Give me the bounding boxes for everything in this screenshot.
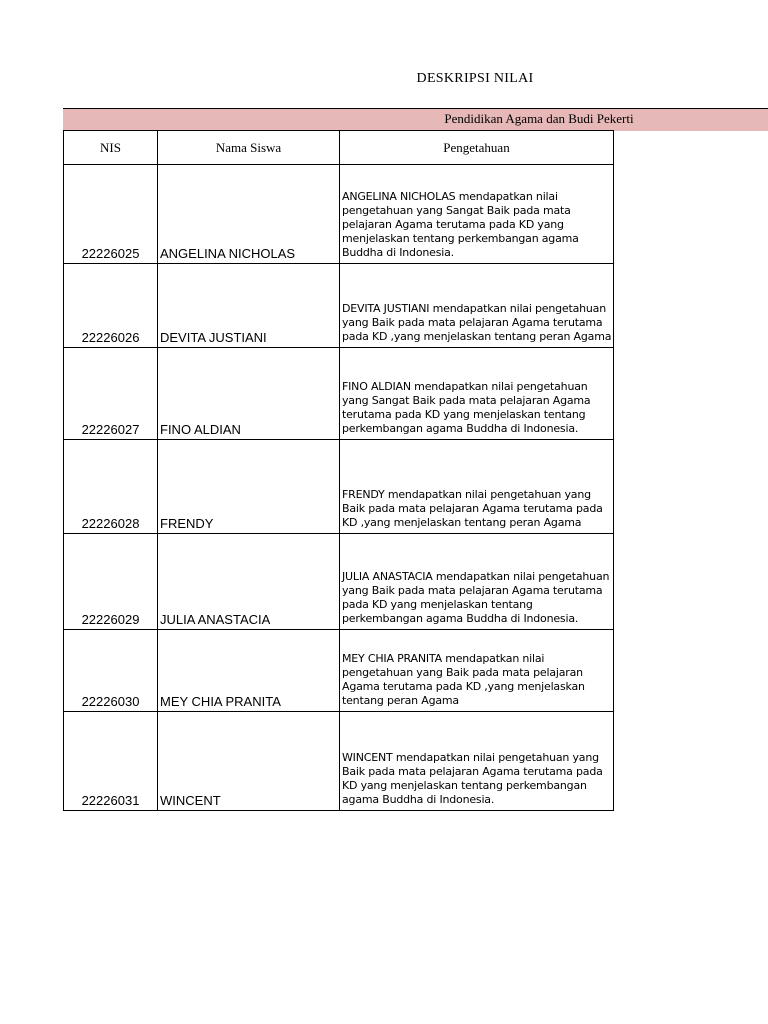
knowledge-description: ANGELINA NICHOLAS mendapatkan nilai pengetahuan yang Sangat Baik pada mata pelajaran Agama terutama pada KD yang menjelaskan tentang perkembangan agama Buddha di Indonesia. — [340, 165, 614, 264]
subject-header-band — [63, 108, 768, 131]
knowledge-description: JULIA ANASTACIA mendapatkan nilai pengetahuan yang Baik pada mata pelajaran Agama terutama pada KD yang menjelaskan tentang perkembangan agama Buddha di Indonesia. — [340, 534, 614, 630]
knowledge-description: DEVITA JUSTIANI mendapatkan nilai pengetahuan yang Baik pada mata pelajaran Agama terutama pada KD ,yang menjelaskan tentang peran Agama — [340, 264, 614, 348]
page-title: DESKRIPSI NILAI — [416, 71, 534, 86]
table-row — [64, 712, 614, 811]
student-name: FINO ALDIAN — [158, 348, 340, 440]
student-nis: 22226030 — [64, 630, 158, 712]
student-nis: 22226029 — [64, 534, 158, 630]
student-name: JULIA ANASTACIA — [158, 534, 340, 630]
knowledge-description: WINCENT mendapatkan nilai pengetahuan yang Baik pada mata pelajaran Agama terutama pada KD yang menjelaskan tentang perkembangan agama Buddha di Indonesia. — [340, 712, 614, 811]
student-name: FRENDY — [158, 440, 340, 534]
knowledge-description: FRENDY mendapatkan nilai pengetahuan yang Baik pada mata pelajaran Agama terutama pada KD ,yang menjelaskan tentang peran Agama — [340, 440, 614, 534]
column-header-nis: NIS — [64, 131, 158, 165]
student-name: ANGELINA NICHOLAS — [158, 165, 340, 264]
column-header-knowledge: Pengetahuan — [340, 131, 614, 165]
column-header-name: Nama Siswa — [158, 131, 340, 165]
student-nis: 22226028 — [64, 440, 158, 534]
student-name: WINCENT — [158, 712, 340, 811]
table-row — [64, 534, 614, 630]
table-row — [64, 440, 614, 534]
table-row — [64, 264, 614, 348]
student-nis: 22226026 — [64, 264, 158, 348]
student-nis: 22226025 — [64, 165, 158, 264]
student-nis: 22226027 — [64, 348, 158, 440]
student-name: DEVITA JUSTIANI — [158, 264, 340, 348]
knowledge-description: MEY CHIA PRANITA mendapatkan nilai pengetahuan yang Baik pada mata pelajaran Agama terutama pada KD ,yang menjelaskan tentang peran Agama — [340, 630, 614, 712]
table-header-row — [64, 131, 614, 165]
table-row — [64, 348, 614, 440]
table-row — [64, 630, 614, 712]
knowledge-description: FINO ALDIAN mendapatkan nilai pengetahuan yang Sangat Baik pada mata pelajaran Agama terutama pada KD yang menjelaskan tentang perkembangan agama Buddha di Indonesia. — [340, 348, 614, 440]
table-row — [64, 165, 614, 264]
student-name: MEY CHIA PRANITA — [158, 630, 340, 712]
student-nis: 22226031 — [64, 712, 158, 811]
subject-title: Pendidikan Agama dan Budi Pekerti — [444, 111, 634, 126]
grades-table — [63, 130, 614, 811]
